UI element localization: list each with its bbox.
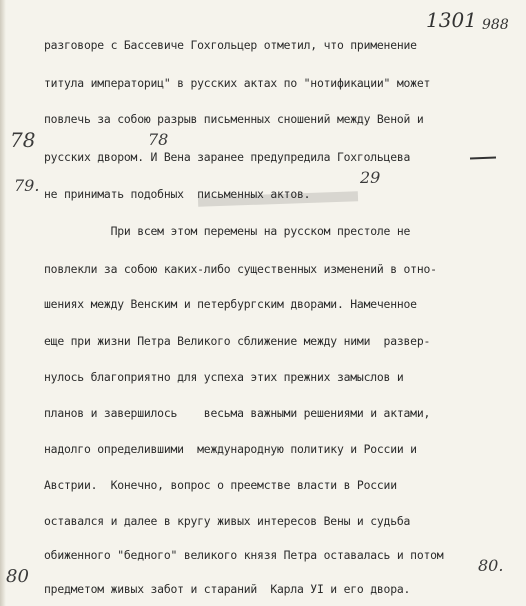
text-line-12: надолго определившими международную политику и России и [44,442,417,456]
inline-note-29: 29 [360,168,381,187]
text-line-10: нулось благоприятно для успеха этих прежних замыслов и [44,370,404,384]
margin-note-80: 80 [6,566,29,587]
page-edge-shadow [0,0,6,606]
margin-note-79: 79. [14,176,40,195]
text-line-1: разговоре с Бассевиче Гохгольцер отметил, что применение [44,38,417,52]
text-line-3: повлечь за собою разрыв письменных сношений между Веной и [44,112,424,126]
inline-note-78: 78 [148,130,169,149]
text-line-13: Австрии. Конечно, вопрос о преемстве власти в России [44,478,397,492]
pen-mark [470,157,496,160]
text-line-2: титула императориц" в русских актах по "нотификации" может [44,76,431,90]
archive-number: 1301 [426,8,477,32]
text-line-16: предметом живых забот и стараний Карла УI и его двора. [44,582,411,596]
margin-note-78: 78 [10,128,36,152]
text-line-6: При всем этом перемены на русском престоле не [44,224,411,238]
archive-number-sub: 988 [482,17,509,33]
text-line-5: не принимать подобных письменных актов. [44,187,311,201]
text-line-15: обиженного "бедного" великого князя Петра оставалась и потом [44,548,444,562]
text-line-8: шениях между Венским и петербургским дворами. Намеченное [44,297,417,311]
margin-note-80-right: 80. [478,556,504,575]
text-line-9: еще при жизни Петра Великого сближение между ними развер- [44,334,431,348]
text-line-4: русских двором. И Вена заранее предупредила Гохгольцева [44,150,411,164]
text-line-11: планов и завершилось весьма важными решениями и актами, [44,406,431,420]
text-line-7: повлекли за собою каких-либо существенных изменений в отно- [44,262,437,276]
text-line-14: оставался и далее в кругу живых интересов Вены и судьба [44,514,411,528]
